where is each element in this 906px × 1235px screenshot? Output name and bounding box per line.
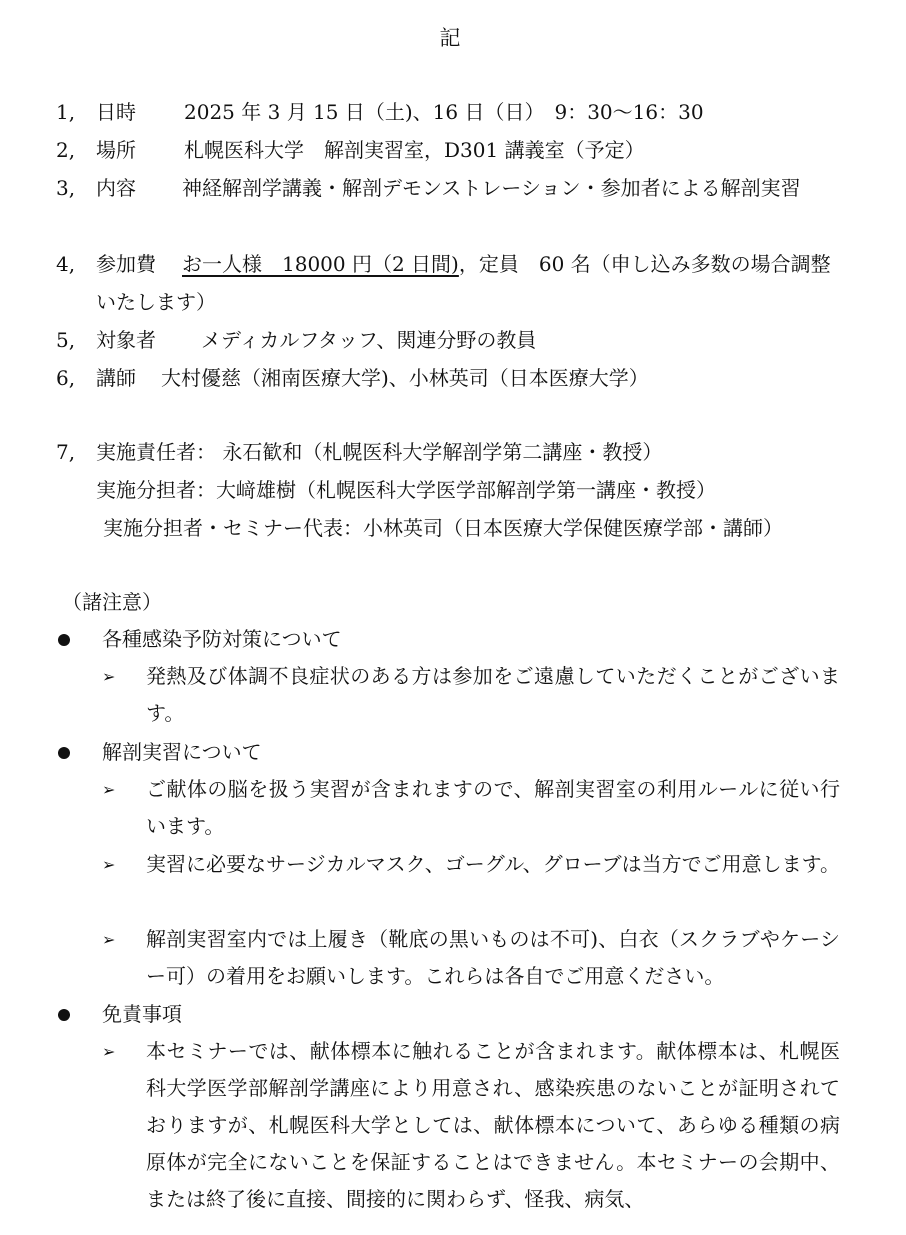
list-item-content: [56, 169, 846, 245]
arrowhead-icon: ➢: [102, 930, 116, 949]
list-item-fee: [56, 245, 846, 321]
list-item-target: [56, 321, 846, 359]
item-label: 講師: [96, 366, 136, 390]
item-label: 参加費: [96, 252, 156, 276]
notes-point: [102, 658, 842, 732]
item-label: 場所: [96, 138, 136, 162]
item-body: [96, 169, 841, 207]
list-item-place: [56, 131, 846, 169]
section-heading: 免責事項: [102, 1002, 182, 1026]
item-body: [96, 245, 841, 321]
notes-title: （諸注意）: [62, 590, 162, 614]
section-heading: 各種感染予防対策について: [102, 627, 342, 651]
item-number: 1,: [56, 100, 76, 124]
point-text: ご献体の脳を扱う実習が含まれますので、解剖実習室の利用ルールに従い行います。: [146, 777, 840, 838]
notes-point: [102, 771, 842, 845]
responsible-line-3: 実施分担者・セミナー代表：小林英司（日本医療大学保健医療学部・講師）: [103, 516, 783, 540]
item-value: ，定員 60 名（申し込み多数の場合調整いたします）: [96, 252, 831, 314]
point-text: 本セミナーでは、献体標本に触れることが含まれます。献体標本は、札幌医科大学医学部解剖学講座により用意され、感染疾患のないことが証明されておりますが、札幌医科大学としては、献体標本について、あらゆる種類の病原体が完全にないことを保証することはできません。本セミナーの会期中、または終了後に直接、間接的に関わらず、怪我、病気、: [146, 1039, 840, 1211]
item-value: 札幌医科大学 解剖実習室，D301 講義室（予定）: [184, 138, 645, 162]
arrowhead-icon: ➢: [102, 667, 116, 686]
item-number: 4,: [56, 252, 76, 276]
list-item-date: [56, 93, 846, 131]
list-item-lecturer: [56, 359, 846, 397]
bullet-icon: [58, 747, 70, 759]
item-value: メディカルフタッフ、関連分野の教員: [201, 328, 537, 352]
item-value: 神経解剖学講義・解剖デモンストレーション・参加者による解剖実習: [182, 176, 801, 200]
fee-amount: お一人様 18000 円（2 日間): [182, 252, 459, 276]
point-text: 解剖実習室内では上履き（靴底の黒いものは不可)、白衣（スクラブやケーシー可）の着用をお願いします。これらは各自でご用意ください。: [146, 927, 840, 988]
point-text: 実習に必要なサージカルマスク、ゴーグル、グローブは当方でご用意します。: [146, 852, 840, 876]
item-label: 日時: [96, 100, 136, 124]
arrowhead-icon: ➢: [102, 780, 116, 799]
item-number: 5,: [56, 328, 76, 352]
item-label: 内容: [96, 176, 136, 200]
notes-point: [102, 921, 842, 995]
notes-point: [102, 1033, 842, 1233]
arrowhead-icon: ➢: [102, 1042, 116, 1061]
item-value: 大村優慈（湘南医療大学)、小林英司（日本医療大学）: [161, 366, 649, 390]
responsible-line-1: 実施責任者： 永石歓和（札幌医科大学解剖学第二講座・教授）: [96, 440, 663, 464]
item-number: 6,: [56, 366, 76, 390]
bullet-icon: [58, 1009, 70, 1021]
arrowhead-icon: ➢: [102, 855, 116, 874]
responsible-line-2: 実施分担者：大﨑雄樹（札幌医科大学医学部解剖学第一講座・教授）: [96, 478, 716, 502]
item-label: 対象者: [96, 328, 156, 352]
item-number: 3,: [56, 176, 76, 200]
item-number: 2,: [56, 138, 76, 162]
page-heading: 記: [439, 26, 461, 50]
notes-point: [102, 846, 842, 920]
section-heading: 解剖実習について: [102, 740, 262, 764]
bullet-icon: [58, 634, 70, 646]
point-text: 発熱及び体調不良症状のある方は参加をご遠慮していただくことがございます。: [146, 664, 840, 725]
item-value: 2025 年 3 月 15 日（土)、16 日（日） 9：30〜16：30: [184, 100, 704, 124]
item-number: 7,: [56, 440, 76, 464]
